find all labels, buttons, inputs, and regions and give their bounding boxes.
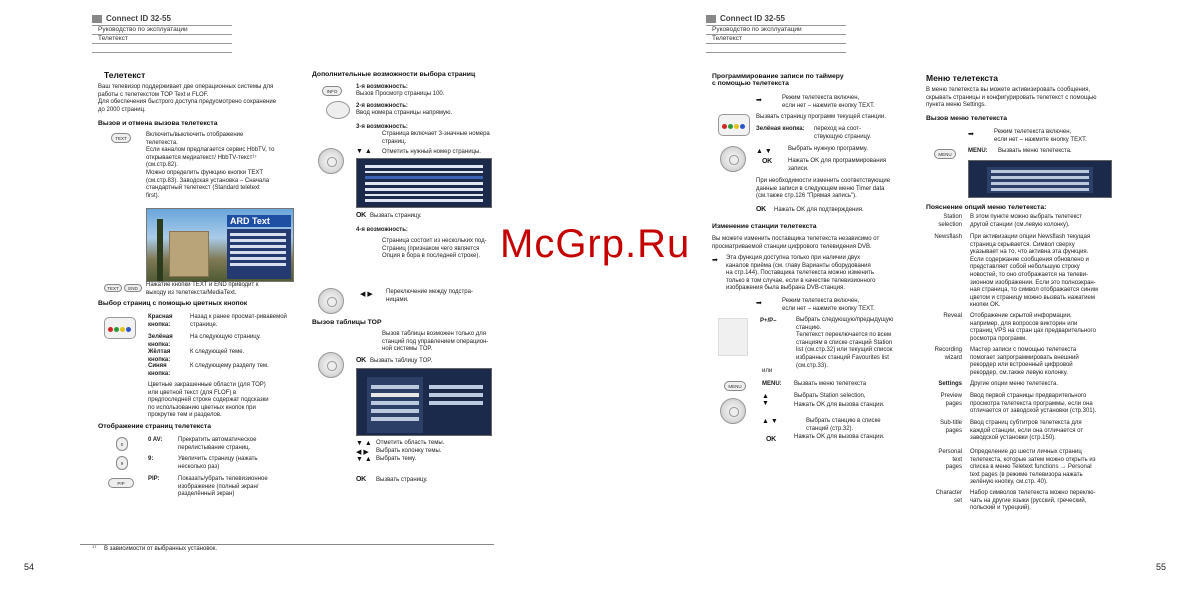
timer-green-desc: переход на соот- ствующую страницу. <box>814 126 872 140</box>
change-intro: Вы можете изменить поставщика телетекста независимо от просматриваемой станции цифрового телевидения DVB. <box>712 236 880 250</box>
yellow-key-icon <box>120 327 125 332</box>
header-square-icon <box>92 15 102 23</box>
sub-text: Переключение между подстра- ницами. <box>386 289 473 303</box>
menu-pre: Режим телетекста включен, если нет – нажмите кнопку TEXT. <box>994 129 1087 143</box>
change-note: Эта функция доступна только при наличии двух каналов приёма (см. главу Варианты оборудования на стр.144). Поставщика телетекста можно изменить только в том случае, если в качестве телевизионного изображения была выбрана DVB-станция. <box>726 255 876 292</box>
color-heading: Выбор страниц с помощью цветных кнопок <box>98 300 248 307</box>
option-desc-preview: Ввод первой страницы предварительного просмотра телетекста программы, если она отличается от заводской установки (стр.301). <box>970 393 1097 415</box>
zero-button-icon: 0 <box>116 437 128 451</box>
ok-icon-6: OK <box>766 436 776 443</box>
timer-pre: Режим телетекста включен, если нет – нажмите кнопку TEXT. <box>782 95 875 109</box>
text-button-icon: TEXT <box>111 133 131 143</box>
display-key-0: 0 AV: <box>148 437 163 443</box>
ard-text-title: ARD Text <box>227 215 291 227</box>
color-key-green: Зелёная кнопка: <box>148 334 173 348</box>
ard-text-screen <box>146 208 294 282</box>
opt2-text: Ввод номера страницы напрямую. <box>356 110 453 116</box>
option-desc-charset: Набор символов телетекста можно переклю- чать на другие языки (русский, греческий, польский и турецкий). <box>970 490 1096 512</box>
header-section-right: Телетекст <box>712 35 742 42</box>
left-page <box>0 0 595 596</box>
teletext-intro: Ваш телевизор поддерживает две операционных системы для работы с телетекстом TOP Text и FLOF. Для обеспечения быстрого доступа предусмотрено сохранение до 2000 страниц. <box>98 84 277 113</box>
exit-text: Нажатие кнопки TEXT и END приводит к выходу из телетекста/MediaText. <box>146 282 259 296</box>
arrow-right-icon-1: ➡ <box>756 97 762 104</box>
top-step-2: Выбрать колонку темы. <box>376 448 442 454</box>
dpad-icon-3 <box>318 352 344 378</box>
color-desc-blue: К следующему разделу тем. <box>190 363 269 369</box>
display-desc-0: Прекратить автоматическое перелистывание страниц. <box>178 437 257 451</box>
footnote-mark: 17 <box>92 544 97 549</box>
opt3-text: Страница включает 3-значные номера страниц. <box>382 131 490 145</box>
header-title: Connect ID 32-55 <box>92 14 171 23</box>
display-desc-9: Увеличить страницу (нажать несколько раз) <box>178 456 258 470</box>
option-desc-reveal: Отображение скрытой информации, например, для вопросов викторин или страниц VPS на стран цах предварительного росмотра программ. <box>970 313 1096 342</box>
green-key-icon <box>114 327 119 332</box>
color-keys-icon-right <box>718 114 750 136</box>
arrow-right-icon-3: ➡ <box>756 300 762 307</box>
arrow-up-down-icon-1: ▼ ▲ <box>356 148 372 155</box>
dpad-icon-4 <box>720 146 746 172</box>
color-desc-red: Назад к ранее просмат-ривавемой странице. <box>190 314 287 328</box>
menu-call-heading: Вызов меню телетекста <box>926 115 1008 122</box>
option-term-charset: Character set <box>935 490 962 504</box>
option-desc-recording: Мастер записи с помощью телетекста помогает запрограммировать внешний рекордер или встроенный цифровой рекордер, см.также левую колонку. <box>970 347 1079 376</box>
ok-icon-5: OK <box>756 206 766 213</box>
top-step-3: Выбрать тему. <box>376 456 417 462</box>
arrow-up-down-icon-5: ▲ ▼ <box>762 393 769 407</box>
arrow-left-right-icon-2: ◀ ▶ <box>356 449 369 456</box>
timer-ok-desc: Нажать OK для программирования записи. <box>788 158 887 172</box>
option-desc-newsflash: При активизации опции Newsflash текущая страница скрывается. Символ сверху указывает на то, что активна эта функция. Если содержание сообщения обновлено и представляет собой небольшую строку новостей, то оно отображается на телеви- зионном изображении. Если это полноэкран- ная страница, то символ отображается синим цветом и страницу можно вызвать нажатием кнопки OK. <box>970 234 1098 309</box>
option-desc-station: В этом пункте можно выбрать телетекст другой станции (см.левую колонку). <box>970 214 1083 228</box>
top-intro: Вызов таблицы возможен только для станций под управлением операцион- ной системы TOP. <box>382 331 489 353</box>
option-term-station: Station selection <box>938 214 962 228</box>
option-term-recording: Recording wizard <box>934 347 962 361</box>
option-term-newsflash: Newsflash <box>934 234 962 240</box>
option-desc-personal: Определение до шести личных страниц телетекста, которые затем можно открыть из списка в меню Teletext functions → Personal text pages (в режиме телевизора нажать зелёную кнопку, см.стр. 40). <box>970 449 1096 486</box>
color-note: Цветные закрашенные области (для TOP) или цветной текст (для FLOF) в предпоследней строке содержат подсказки по использованию цветных кнопок при прокрутке тем и разделов. <box>148 382 269 419</box>
menu-intro: В меню телетекста вы можете активизировать сообщения, скрывать страницы и конфигурировать телетекст с помощью пункта меню Settings. <box>926 87 1097 109</box>
pp-desc: Выбрать следующую/предыдущую станцию. Телетекст переключается по всем станциям в списке станций Station list (см.стр.32) или текущий список избранных станций Favourites list (см.стр.33). <box>796 317 894 369</box>
display-key-9: 9: <box>148 456 154 462</box>
display-heading: Отображение страниц телетекста <box>98 423 211 430</box>
watermark: McGrp.Ru <box>500 222 691 266</box>
page-number-right: 55 <box>1156 562 1167 572</box>
menu-desc: Вызвать меню телетекста. <box>998 148 1072 154</box>
timer-after: При необходимости изменить соответствующие данные записи в следующем меню Timer data (см.также стр.126 "Прямая запись"). <box>756 178 891 200</box>
teletext-page-screen <box>356 158 492 208</box>
timer-heading: Программирование записи по таймеру с помощью телетекста <box>712 73 844 87</box>
text-button-icon-2: TEXT <box>104 284 122 292</box>
top-table-screen <box>356 368 492 436</box>
call-text: Включить/выключить отображение телетекста. Если каналом предлагается сервис HbbTV, то открывается медиатекст/ HbbTV-текст¹⁷ (см.стр.82). Можно определить функцию кнопки TEXT (см.стр.83). Заводская установка – Сначала стандартный телетекст (Standard teletext first). <box>146 132 275 199</box>
change-or: или <box>762 368 773 374</box>
timer-call-page: Вызвать страницу программ текущей станции. <box>756 114 886 120</box>
option-desc-settings: Другие опции меню телетекста. <box>970 381 1059 387</box>
option-term-personal: Personal text pages <box>938 449 962 471</box>
top-heading: Вызов таблицы TOP <box>312 319 382 326</box>
timer-choose: Выбрать нужную программу. <box>788 146 868 152</box>
color-keys-icon <box>104 317 136 339</box>
menu-button-icon-2: MENU <box>934 149 956 159</box>
color-key-blue: Синяя кнопка: <box>148 363 171 377</box>
header-square-icon <box>706 15 716 23</box>
top-step-1: Отметить область темы. <box>376 440 445 446</box>
ok-text-1: Вызвать страницу. <box>370 213 422 219</box>
select-list: Выбрать станцию в списке станций (стр.32). <box>806 418 881 432</box>
pp-label: P+/P– <box>760 318 777 324</box>
color-desc-green: На следующую страницу. <box>190 334 261 340</box>
press-ok: Нажать OK для вызова станции. <box>794 402 885 408</box>
menu-button-icon-1: MENU <box>724 381 746 391</box>
green-key-icon <box>728 124 733 129</box>
option-desc-subtitle: Ввод страниц субтитров телетекста для каждой станции, если она отличается от заводской установки (стр.150). <box>970 420 1084 442</box>
red-key-icon <box>108 327 113 332</box>
blue-key-icon <box>126 327 131 332</box>
ok-icon-2: OK <box>356 357 366 364</box>
teletext-heading: Телетекст <box>104 70 146 80</box>
option-term-subtitle: Sub-title pages <box>939 420 962 434</box>
page-number-left: 54 <box>24 562 35 572</box>
top-ok-text: Вызвать таблицу TOP. <box>370 358 433 364</box>
option-term-settings: Settings <box>938 381 962 387</box>
end-button-icon: END <box>124 284 142 292</box>
blue-key-icon <box>740 124 745 129</box>
color-key-yellow: Жёлтая кнопка: <box>148 349 171 363</box>
menu-key: MENU: <box>968 148 988 154</box>
change-menu-desc: Вызвать меню телетекста <box>794 381 867 387</box>
top-ok2-text: Вызвать страницу. <box>376 477 428 483</box>
red-key-icon <box>722 124 727 129</box>
change-menu-key: MENU: <box>762 381 782 387</box>
extra-heading: Дополнительные возможности выбора страниц <box>312 71 476 78</box>
timer-green-key: Зелёная кнопка: <box>756 126 805 132</box>
footnote-text: В зависимости от выбранных установок. <box>104 546 218 552</box>
arrow-left-right-icon: ◀ ▶ <box>360 291 373 298</box>
timer-confirm: Нажать OK для подтверждения. <box>774 207 864 213</box>
header-section: Телетекст <box>98 35 128 42</box>
building-illustration <box>169 231 209 277</box>
pip-button-icon: PIP <box>108 478 134 488</box>
call-heading: Вызов и отмена вызова телетекста <box>98 120 218 127</box>
press-ok-2: Нажать OK для вызова станции. <box>794 434 885 440</box>
opt1-text: Вызов Просмотр страницы 100. <box>356 91 445 97</box>
option-term-reveal: Reveal <box>943 313 962 319</box>
select-station: Выбрать Station selection, <box>794 393 866 399</box>
display-desc-pip: Показать/убрать телевизионное изображение (полный экран/ разделённый экран) <box>178 476 268 498</box>
menu-heading: Меню телетекста <box>926 73 999 83</box>
dpad-icon-5 <box>720 398 746 424</box>
dpad-icon-2 <box>318 288 344 314</box>
arrow-up-down-icon-2: ▼ ▲ <box>356 440 372 447</box>
yellow-key-icon <box>734 124 739 129</box>
mark-text: Отметить нужный номер страницы. <box>382 149 481 155</box>
nine-button-icon: 9 <box>116 456 128 470</box>
ok-icon-4: OK <box>762 158 772 165</box>
arrow-up-down-icon-4: ▲ ▼ <box>756 148 772 155</box>
option-term-preview: Preview pages <box>940 393 962 407</box>
number-keys-icon <box>326 101 350 119</box>
options-heading: Пояснение опций меню телетекста: <box>926 204 1047 211</box>
arrow-up-down-icon-3: ▼ ▲ <box>356 456 372 463</box>
arrow-right-icon-2: ➡ <box>712 257 718 264</box>
opt4-text: Страница состоит из нескольких под- Страниц (признаком чего является Опция в бора в последней строке). <box>382 238 487 260</box>
ok-icon-3: OK <box>356 476 366 483</box>
color-desc-yellow: К следующей теме. <box>190 349 245 355</box>
ok-icon-1: OK <box>356 212 366 219</box>
teletext-menu-screen <box>968 160 1112 198</box>
display-key-pip: PIP: <box>148 476 160 482</box>
arrow-up-down-icon-6: ▲ ▼ <box>762 418 778 425</box>
opt2-title: 2-я возможность: <box>356 103 408 109</box>
right-page <box>596 0 1191 596</box>
color-key-red: Красная кнопка: <box>148 314 173 328</box>
change-pre: Режим телетекста включен, если нет – нажмите кнопку TEXT. <box>782 298 875 312</box>
opt1-title: 1-я возможность: <box>356 84 408 90</box>
header-title-right: Connect ID 32-55 <box>706 14 785 23</box>
opt4-title: 4-я возможность: <box>356 227 408 233</box>
arrow-right-icon-4: ➡ <box>968 131 974 138</box>
change-heading: Изменение станции телетекста <box>712 223 817 230</box>
remote-pp-icon <box>718 318 748 356</box>
header-manual-right: Руководство по эксплуатации <box>712 26 802 33</box>
header-manual: Руководство по эксплуатации <box>98 26 188 33</box>
info-button-icon: INFO <box>322 86 342 96</box>
opt3-title: 3-я возможность: <box>356 124 408 130</box>
dpad-icon-1 <box>318 148 344 174</box>
